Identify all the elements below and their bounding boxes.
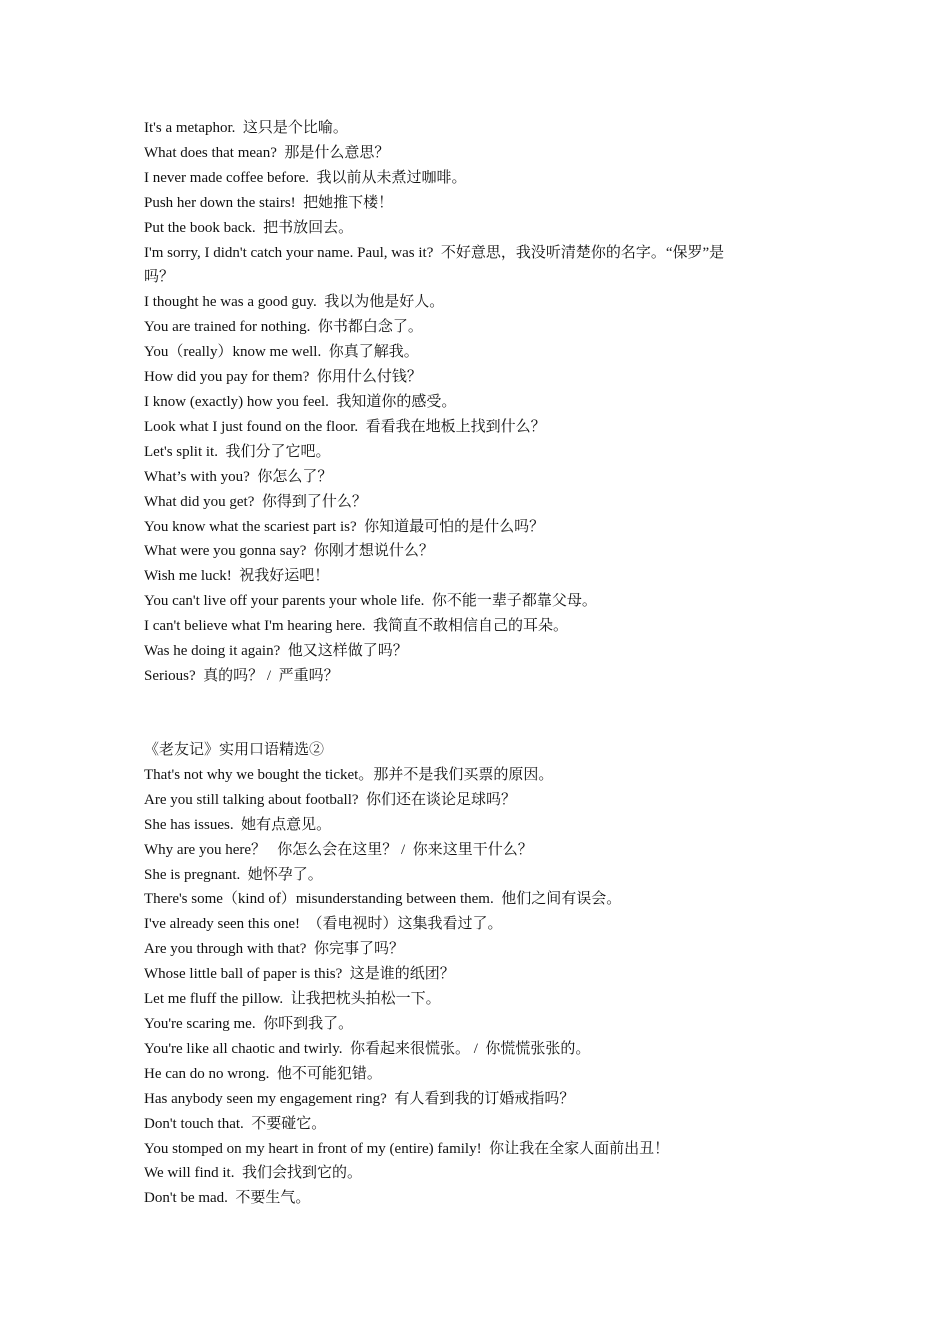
phrase-line: Are you through with that? 你完事了吗？ xyxy=(144,941,404,958)
phrase-line: You can't live off your parents your whole life. 你不能一辈子都靠父母。 xyxy=(144,593,597,610)
phrase-line: I thought he was a good guy. 我以为他是好人。 xyxy=(144,294,445,311)
phrase-line: You're scaring me. 你吓到我了。 xyxy=(144,1015,354,1032)
phrase-line: You're like all chaotic and twirly. 你看起来很慌张。 / 你慌慌张张的。 xyxy=(144,1040,591,1057)
phrase-line: You stomped on my heart in front of my (entire) family! 你让我在全家人面前出丑！ xyxy=(144,1140,670,1157)
phrase-line: You know what the scariest part is? 你知道最可怕的是什么吗？ xyxy=(144,518,545,535)
phrase-line: It's a metaphor. 这只是个比喻。 xyxy=(144,120,348,136)
phrase-line: I've already seen this one! （看电视时）这集我看过了。 xyxy=(144,916,503,933)
phrase-line: Put the book back. 把书放回去。 xyxy=(144,219,354,236)
phrase-line: There's some（kind of）misunderstanding between them. 他们之间有误会。 xyxy=(144,891,622,908)
phrase-line: Push her down the stairs! 把她推下楼！ xyxy=(144,194,394,211)
phrase-line: Let me fluff the pillow. 让我把枕头拍松一下。 xyxy=(144,991,441,1008)
phrase-line: That's not why we bought the ticket。那并不是我们买票的原因。 xyxy=(144,766,554,783)
phrase-line: He can do no wrong. 他不可能犯错。 xyxy=(144,1065,382,1082)
phrase-line: Serious? 真的吗？ / 严重吗？ xyxy=(144,667,339,684)
phrase-line: What’s with you? 你怎么了？ xyxy=(144,468,333,485)
phrase-line: Wish me luck! 祝我好运吧！ xyxy=(144,568,330,585)
phrase-line: You are trained for nothing. 你书都白念了。 xyxy=(144,319,423,336)
phrase-line: What were you gonna say? 你刚才想说什么？ xyxy=(144,543,434,560)
phrase-line: We will find it. 我们会找到它的。 xyxy=(144,1165,362,1182)
phrase-line: I know (exactly) how you feel. 我知道你的感受。 xyxy=(144,393,457,410)
phrase-line: What does that mean? 那是什么意思？ xyxy=(144,144,390,161)
phrase-line: She is pregnant. 她怀孕了。 xyxy=(144,866,323,883)
phrase-line: You（really）know me well. 你真了解我。 xyxy=(144,344,419,361)
phrase-line: Don't be mad. 不要生气。 xyxy=(144,1190,311,1207)
phrase-line: Look what I just found on the floor. 看看我在地板上找到什么？ xyxy=(144,418,546,435)
phrase-line: I can't believe what I'm hearing here. 我简直不敢相信自己的耳朵。 xyxy=(144,618,569,635)
phrase-line: Don't touch that. 不要碰它。 xyxy=(144,1115,327,1132)
phrase-line: Why are you here？ 你怎么会在这里？ / 你来这里干什么？ xyxy=(144,841,533,858)
phrase-line: I'm sorry, I didn't catch your name. Paul, was it? 不好意思，我没听清楚你的名字。“保罗”是 xyxy=(144,244,725,261)
phrase-line: Was he doing it again? 他又这样做了吗？ xyxy=(144,643,408,660)
phrase-line: Whose little ball of paper is this? 这是谁的纸团？ xyxy=(144,966,455,983)
phrase-line: What did you get? 你得到了什么？ xyxy=(144,493,367,510)
phrase-line: How did you pay for them? 你用什么付钱？ xyxy=(144,369,422,386)
phrase-line: Has anybody seen my engagement ring? 有人看到我的订婚戒指吗？ xyxy=(144,1090,575,1107)
phrase-line: 吗？ xyxy=(144,269,175,286)
phrase-list-section-2 xyxy=(144,738,824,1211)
section-heading: 《老友记》实用口语精选② xyxy=(144,742,325,758)
phrase-line: She has issues. 她有点意见。 xyxy=(144,816,332,833)
phrase-line: Let's split it. 我们分了它吧。 xyxy=(144,443,331,460)
phrase-line: I never made coffee before. 我以前从未煮过咖啡。 xyxy=(144,169,467,186)
phrase-line: Are you still talking about football? 你们还在谈论足球吗？ xyxy=(144,791,517,808)
phrase-list-section-1 xyxy=(144,116,824,689)
